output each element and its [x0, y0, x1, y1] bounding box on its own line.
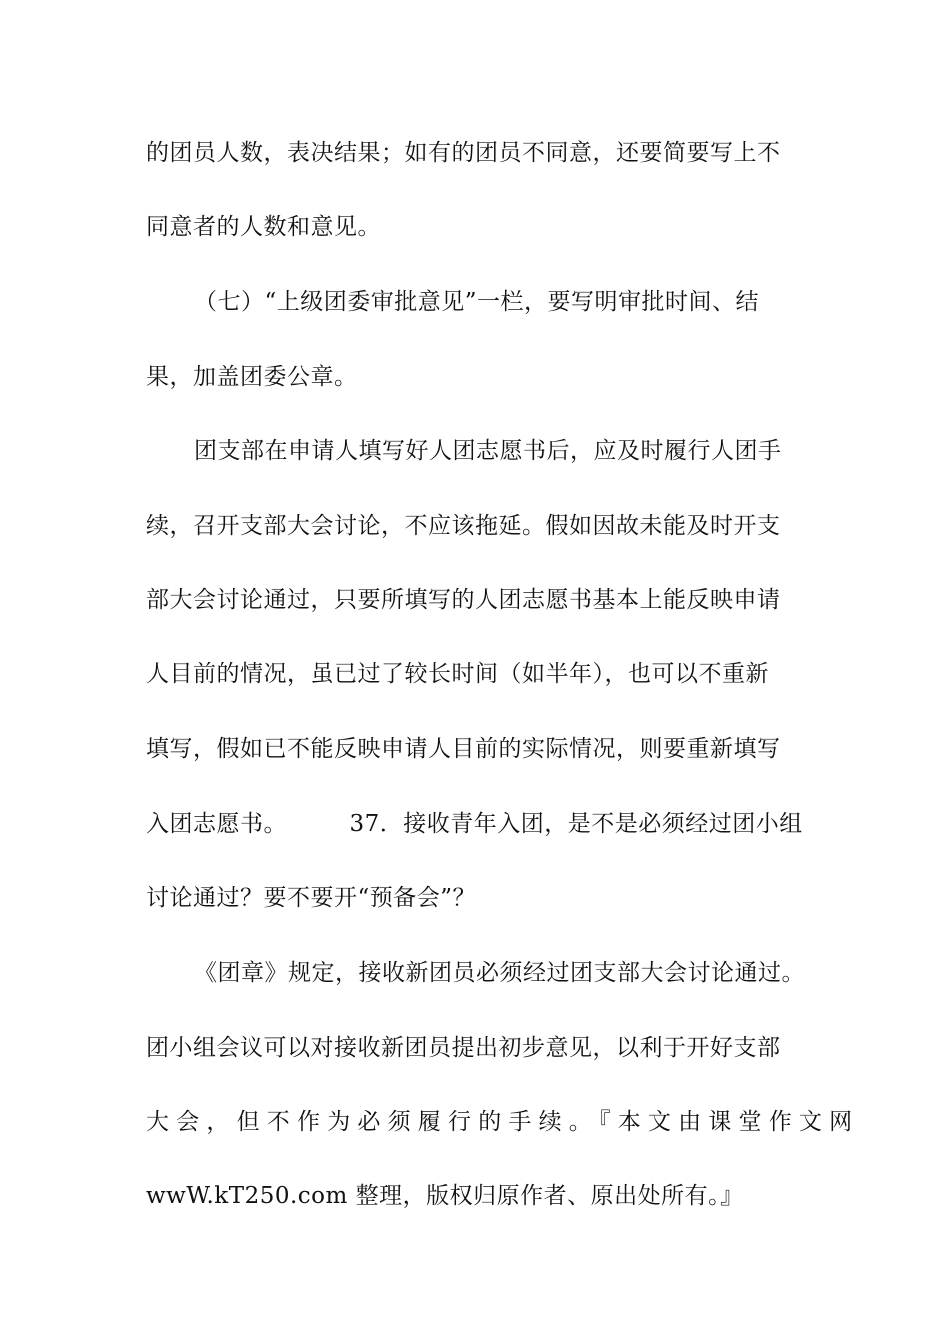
text-line: wwW.kT250.com 整理，版权归原作者、原出处所有。』 — [146, 1183, 744, 1209]
text-line: 《团章》规定，接收新团员必须经过团支部大会讨论通过。 — [194, 960, 805, 986]
text-line: 同意者的人数和意见。 — [146, 214, 381, 240]
text-line: 的团员人数，表决结果；如有的团员不同意，还要简要写上不 — [146, 140, 781, 166]
text-line: 讨论通过？要不要开“预备会”？ — [146, 885, 477, 911]
text-line: 部大会讨论通过，只要所填写的人团志愿书基本上能反映申请 — [146, 587, 781, 613]
text-line: 团支部在申请人填写好人团志愿书后，应及时履行人团手 — [194, 438, 782, 464]
text-line: 填写，假如已不能反映申请人目前的实际情况，则要重新填写 — [146, 736, 781, 762]
text-line: 团小组会议可以对接收新团员提出初步意见，以利于开好支部 — [146, 1035, 781, 1061]
text-line: 果，加盖团委公章。 — [146, 364, 358, 390]
text-line: 大会，但不作为必须履行的手续。『本文由课堂作文网 — [146, 1109, 860, 1135]
text-line: 入团志愿书。 37．接收青年入团，是不是必须经过团小组 — [146, 811, 803, 837]
text-line: 人目前的情况，虽已过了较长时间（如半年），也可以不重新 — [146, 661, 769, 687]
text-line: 续，召开支部大会讨论，不应该拖延。假如因故未能及时开支 — [146, 513, 781, 539]
text-line: （七）“上级团委审批意见”一栏，要写明审批时间、结 — [194, 289, 760, 315]
